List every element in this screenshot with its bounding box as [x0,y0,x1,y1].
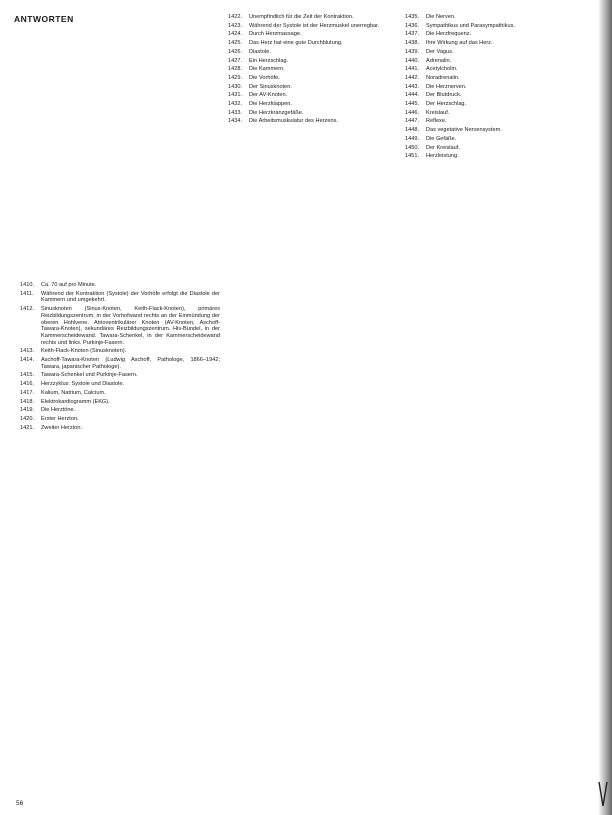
answer-entry [405,127,605,134]
answer-column-middle [228,14,398,127]
answer-entry [20,348,220,355]
answer-number: 1442. [405,74,419,81]
answer-text: Ihre Wirkung auf das Herz. [426,40,493,47]
answer-entry [228,31,398,38]
section-heading: ANTWORTEN [14,14,74,24]
answer-entry [228,118,398,125]
answer-number: 1439. [405,48,419,55]
answer-entry [405,92,605,99]
answer-text: Aschoff-Tawara-Knoten (Ludwig Aschoff, Pathologe, 1866–1942; Tawara, japanischer Pathologe). [41,357,220,370]
answer-text: Elektrokardiogramm (EKG). [41,398,110,405]
answer-entry [20,425,220,432]
answer-text: Kreislauf. [426,109,450,116]
answer-entry [405,145,605,152]
answer-number: 1432. [228,101,242,108]
answer-entry [228,75,398,82]
answer-entry [228,40,398,47]
answer-text: Die Herzklappen. [249,101,292,108]
answer-number: 1428. [228,66,242,73]
answer-entry [20,306,220,346]
answer-number: 1427. [228,57,242,64]
answer-text: Ein Herzschlag. [249,57,289,64]
answer-number: 1445. [405,101,419,108]
answer-number: 1434. [228,118,242,125]
answer-number: 1435. [405,14,419,20]
answer-number: 1433. [228,109,242,116]
answer-number: 1444. [405,92,419,99]
answer-entry [405,23,605,30]
answer-entry [20,381,220,388]
answer-text: Die Herzkranzgefäße. [249,109,304,116]
answer-text: Die Arbeitsmuskulatur des Herzens. [249,118,338,125]
answer-number: 1415. [20,372,34,379]
answer-entry [228,84,398,91]
answer-number: 1437. [405,31,419,38]
answer-entry [405,66,605,73]
answer-number: 1431. [228,92,242,99]
answer-text: Der Kreislauf. [426,144,460,151]
answer-number: 1449. [405,135,419,142]
answer-number: 1425. [228,40,242,47]
answer-text: Reflexe. [426,118,447,125]
answer-text: Während der Systole ist der Herzmuskel unerregbar. [249,22,380,29]
answer-entry [228,58,398,65]
answer-number: 1450. [405,144,419,151]
answer-entry [228,101,398,108]
answer-entry [405,136,605,143]
answer-entry [20,390,220,397]
answer-entry [405,153,605,160]
answer-text: Diastole. [249,48,271,55]
answer-number: 1447. [405,118,419,125]
answer-entry [228,92,398,99]
answer-text: Die Gefäße. [426,135,457,142]
answer-text: Erster Herzton. [41,415,79,422]
answer-entry [405,31,605,38]
answer-number: 1422. [228,14,242,20]
answer-number: 1426. [228,48,242,55]
answer-entry [228,49,398,56]
answer-column-right [405,14,605,162]
answer-entry [228,110,398,117]
page-corner-icon [598,780,608,808]
answer-text: Die Nerven. [426,14,456,20]
answer-text: Keith-Flack-Knoten (Sinusknoten). [41,348,127,355]
answer-text: Während der Kontraktion (Systole) der Vorhöfe erfolgt die Diastole der Kammern und umgekehrt. [41,290,220,304]
answer-text: Die Herzfrequenz. [426,31,472,38]
answer-text: Adrenalin. [426,57,452,64]
answer-number: 1438. [405,40,419,47]
answer-entry [20,282,220,289]
answer-number: 1414. [20,357,34,364]
answer-entry [20,399,220,406]
answer-text: Noradrenalin. [426,74,460,81]
answer-entry [405,49,605,56]
answer-entry [20,372,220,379]
answer-text: Zweiter Herzton. [41,424,83,431]
answer-number: 1451. [405,153,419,160]
answer-entry [405,84,605,91]
answer-entry [405,58,605,65]
answer-text: Der Herzschlag. [426,101,467,108]
answer-text: Die Vorhöfe. [249,74,280,81]
answer-number: 1412. [20,306,34,313]
answer-number: 1443. [405,83,419,90]
answer-text: Der Vagus. [426,48,454,55]
answer-text: Das Herz hat eine gute Durchblutung. [249,40,343,47]
answer-column-left [20,282,220,433]
answer-number: 1419. [20,407,34,414]
answer-text: Der Blutdruck. [426,92,462,99]
answer-number: 1416. [20,381,34,388]
answer-text: Herzleistung. [426,153,459,160]
answer-number: 1430. [228,83,242,90]
answer-number: 1411. [20,290,34,297]
answer-number: 1440. [405,57,419,64]
answer-entry [228,14,398,21]
answer-number: 1441. [405,66,419,73]
answer-text: Der AV-Knoten. [249,92,288,99]
answer-entry [20,407,220,414]
answer-number: 1436. [405,22,419,29]
answer-number: 1423. [228,22,242,29]
answer-text: Tawara-Schenkel und Purkinje-Fasern. [41,372,138,379]
answer-entry [405,101,605,108]
answer-number: 1421. [20,424,34,431]
answer-text: Sinusknoten (Sinus-Knoten, Keith-Flack-Knoten), primäres Reizbildungszentrum, in der Vorhofwand rechts an der Einmündung der oberen Hohlvene. Atrioventrikulärer Knoten (AV-Knoten, Aschoff-Tawara-Knoten), sekundäres Reizbildungszentrum. His-Bündel, in der Kammerscheidewand. Tawara-Schenkel, in der Kammerscheidewand rechts und links. Purkinje-Fasern. [41,306,220,346]
answer-text: Acetylcholin. [426,66,458,73]
answer-entry [405,118,605,125]
answer-entry [20,357,220,370]
answer-number: 1446. [405,109,419,116]
answer-text: Die Kammern. [249,66,285,73]
answer-entry [405,110,605,117]
answer-entry [228,66,398,73]
answer-entry [405,14,605,21]
answer-text: Sympathikus und Parasympathikus. [426,22,515,29]
answer-number: 1429. [228,74,242,81]
answer-number: 1410. [20,282,34,288]
answer-number: 1413. [20,348,34,355]
answer-text: Ca. 70 auf pro Minute. [41,282,97,288]
answer-number: 1424. [228,31,242,38]
answer-text: Das vegetative Nervensystem. [426,127,502,134]
answer-text: Herzzyklus: Systole und Diastole. [41,381,125,388]
answer-number: 1418. [20,398,34,405]
answer-entry [20,416,220,423]
answer-number: 1417. [20,389,34,396]
page-number: 56 [16,800,24,807]
answer-entry [405,40,605,47]
answer-number: 1420. [20,415,34,422]
answer-text: Die Herznerven. [426,83,467,90]
answer-number: 1448. [405,127,419,134]
page-edge-shadow [598,0,612,815]
answer-text: Kalium, Natrium, Calcium. [41,389,106,396]
answer-text: Unempfindlich für die Zeit der Kontraktion. [249,14,354,20]
answer-text: Der Sinusknoten. [249,83,292,90]
answer-text: Die Herztöne. [41,407,76,414]
answer-entry [20,291,220,304]
answer-text: Durch Herzmassage. [249,31,302,38]
answer-entry [405,75,605,82]
answer-entry [228,23,398,30]
